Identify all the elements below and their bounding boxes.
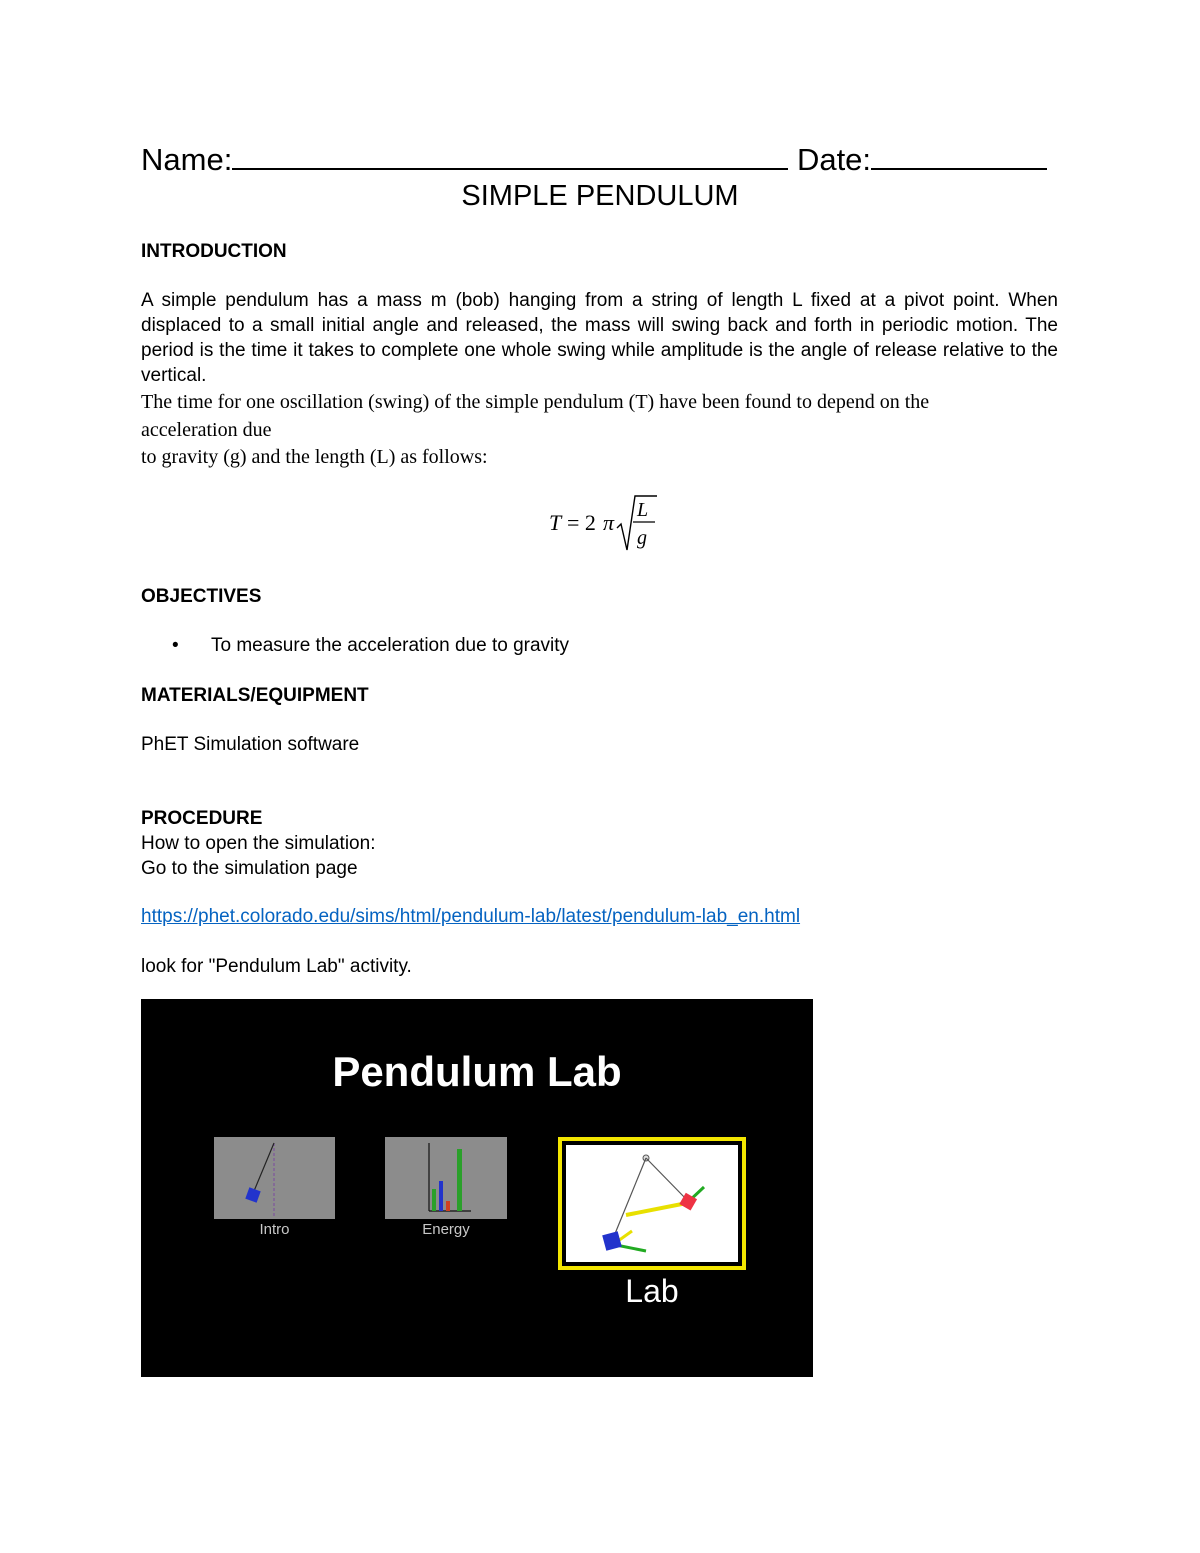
procedure-heading: PROCEDURE <box>141 808 263 829</box>
introduction-paragraph: A simple pendulum has a mass m (bob) hanging from a string of length L fixed at a pivot point. When displaced to a small initial angle and released, the mass will swing back and forth in periodic motion. The period is the time it takes to complete one whole swing while amplitude is the angle of release relative to the vertical. <box>141 290 1058 386</box>
svg-text:g: g <box>637 527 647 549</box>
energy-bars-icon <box>385 1137 507 1219</box>
introduction-heading: INTRODUCTION <box>141 241 287 262</box>
intro-screen-label: Intro <box>259 1221 290 1238</box>
pendulum-lab-screenshot <box>141 999 813 1377</box>
energy-screen-thumbnail[interactable] <box>385 1137 507 1219</box>
objective-item: To measure the acceleration due to gravity <box>211 635 570 656</box>
lab-screenshot-title: Pendulum Lab <box>332 1048 622 1095</box>
svg-text:= 2: = 2 <box>567 510 596 535</box>
lab-screen-thumbnail[interactable] <box>558 1137 746 1270</box>
period-formula <box>545 490 665 560</box>
intro-serif-line-2: acceleration due <box>141 419 272 441</box>
name-date-header <box>141 140 1047 180</box>
procedure-line-3: look for "Pendulum Lab" activity. <box>141 956 412 977</box>
lab-pendulum-icon <box>566 1145 738 1262</box>
materials-heading: MATERIALS/EQUIPMENT <box>141 685 369 706</box>
intro-serif-line-1: The time for one oscillation (swing) of the simple pendulum (T) have been found to depend on the <box>141 391 930 413</box>
procedure-line-1: How to open the simulation: <box>141 833 376 854</box>
intro-pendulum-icon <box>214 1137 335 1219</box>
energy-screen-label: Energy <box>422 1221 470 1238</box>
intro-screen-thumbnail[interactable] <box>214 1137 335 1219</box>
svg-text:L: L <box>637 499 649 521</box>
procedure-line-2: Go to the simulation page <box>141 858 358 879</box>
name-blank-line[interactable] <box>232 140 788 170</box>
simulation-link[interactable]: https://phet.colorado.edu/sims/html/pendulum-lab/latest/pendulum-lab_en.html <box>141 906 801 927</box>
lab-screen-label: Lab <box>625 1273 679 1309</box>
svg-text:T: T <box>549 510 562 535</box>
lab-screen-preview <box>566 1145 738 1262</box>
intro-serif-line-3: to gravity (g) and the length (L) as follows: <box>141 446 488 468</box>
svg-text:π: π <box>603 510 615 535</box>
document-title: SIMPLE PENDULUM <box>461 180 739 212</box>
date-label: Date: <box>796 142 872 177</box>
objectives-heading: OBJECTIVES <box>141 586 262 607</box>
date-blank-line[interactable] <box>871 140 1047 170</box>
objective-bullet: • <box>172 635 179 656</box>
name-label: Name: <box>141 142 233 177</box>
materials-text: PhET Simulation software <box>141 734 360 755</box>
